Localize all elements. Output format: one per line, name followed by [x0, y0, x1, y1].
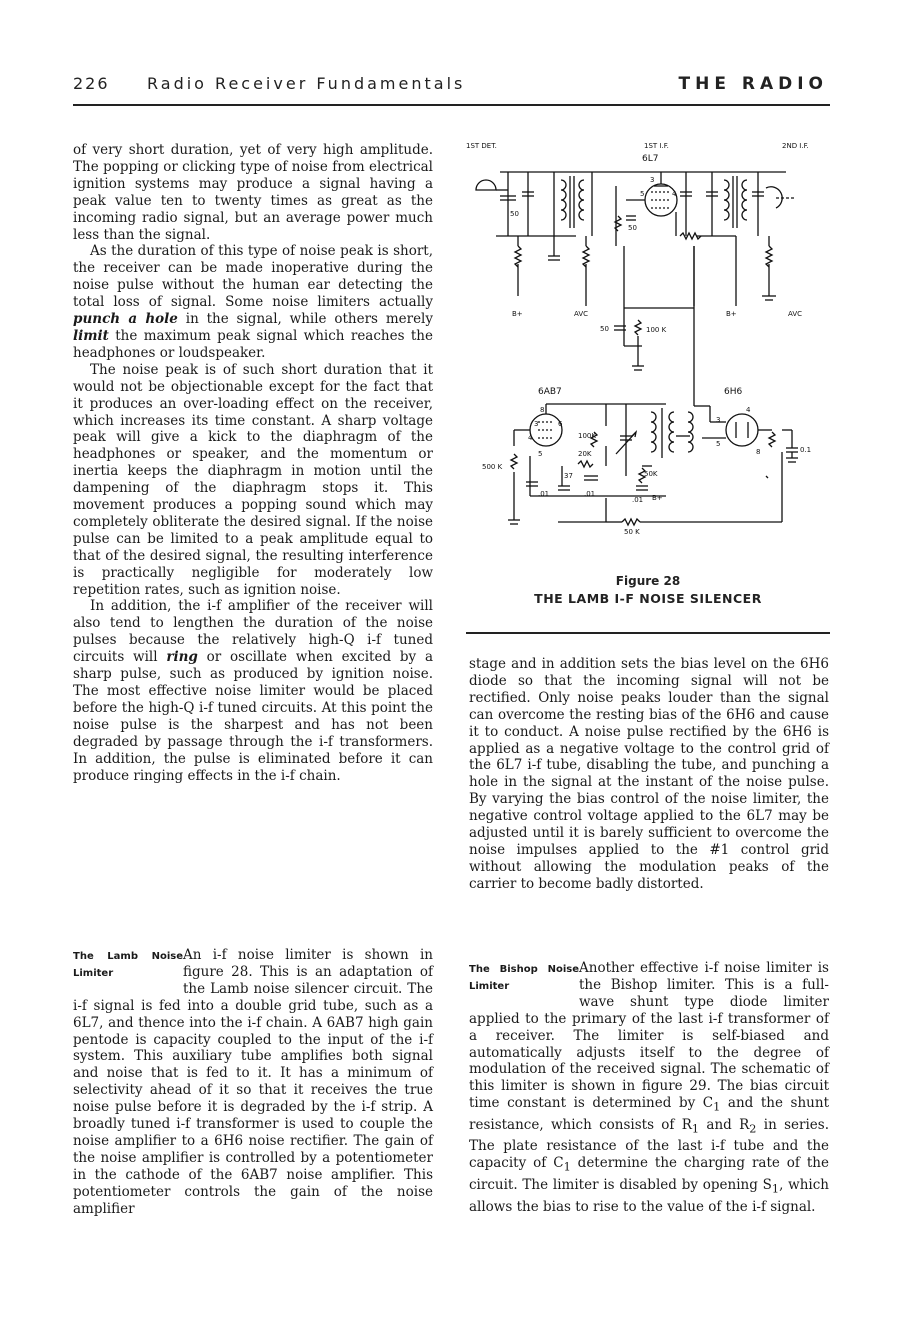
svg-text:50: 50: [628, 224, 637, 232]
paragraph: of very short duration, yet of very high amplitude. The popping or clicking type of noise from electrical ignition systems may produce a signal having a peak value ten to twenty times as great as the incoming radio signal, but an average power much less than the signal.: [73, 142, 433, 243]
side-heading-lamb: The Lamb Noise Limiter: [73, 951, 183, 979]
svg-text:20K: 20K: [578, 450, 592, 458]
svg-text:500 K: 500 K: [482, 463, 503, 471]
svg-text:4: 4: [672, 190, 677, 198]
header-rule: [73, 104, 830, 106]
page-number: 226: [73, 74, 110, 93]
svg-text:B+: B+: [652, 494, 663, 502]
svg-text:B+: B+: [726, 310, 737, 318]
svg-text:50K: 50K: [644, 470, 658, 478]
figure-title: THE LAMB I-F NOISE SILENCER: [534, 591, 762, 606]
svg-text:100 K: 100 K: [646, 326, 667, 334]
first-det-symbol: [476, 180, 496, 190]
svg-text:3: 3: [716, 416, 721, 424]
label-6ab7: 6AB7: [538, 387, 562, 397]
figure-number: Figure 28: [615, 574, 681, 588]
svg-text:100K: 100K: [578, 432, 596, 440]
svg-text:AVC: AVC: [788, 310, 803, 318]
lamb-text: An i-f noise limiter is shown in figure 28. This is an adaptation of the Lamb noise silencer circuit. The i-f signal is fed into a double grid tube, such as a 6L7, and thence into the i-f chain. A 6AB7 high gain pentode is capacity coupled to the input of the i-f system. This auxiliary tube amplifies both signal and noise that is fed to it. It has a minimum of selectivity ahead of it so that it receives the true noise pulse before it is degraded by the i-f strip. A broadly tuned i-f transformer is used to couple the noise amplifier to a 6H6 noise rectifier. The gain of the noise amplifier is controlled by a potentiometer in the cathode of the 6AB7 noise amplifier. This potentiometer controls the gain of the noise amplifier: [73, 947, 433, 1217]
tube-6h6: [716, 406, 760, 456]
label-6h6: 6H6: [724, 387, 743, 397]
svg-text:3: 3: [534, 420, 539, 428]
bishop-section: The Bishop Noise Limiter Another effective i-f noise limiter is the Bishop limiter. This is a full-wave shunt type diode limiter applied to the primary of the last i-f transformer of a receiver. The limiter is self-biased and automatically adjusts itself to the degree of modulation of the received signal. The schematic of this limiter is shown in figure 29. The bias circuit time constant is determined by $C_1$ and the shunt resistance, which consists of $R_1$ and $R_2$ in series. The plate resistance of the last i-f tube and the capacity of $C_1$ determine the charging rate of the circuit. The limiter is disabled by opening $S_1$, which allows the bias to rise to the value of the i-f signal.: [469, 960, 830, 1215]
paragraph: The noise peak is of such short duration that it would not be objectionable except for the fact that it produces an over-loading effect on the receiver, which increases its time constant. A sharp voltage peak will give a kick to the diaphragm of the headphones or speaker, and the momentum or inertia keeps the diaphragm in motion until the dampening of the diaphragm stops it. This movement produces a popping sound which may completely obliterate the desired signal. If the noise pulse can be limited to a peak amplitude equal to that of the desired signal, the resulting interference is practically negligible for moderately low repetition rates, such as ignition noise.: [73, 361, 433, 598]
right-column-text: [469, 656, 829, 893]
svg-text:50 K: 50 K: [624, 528, 640, 536]
svg-text:0.1: 0.1: [800, 446, 812, 454]
running-head-book-title: Radio Receiver Fundamentals: [147, 74, 466, 93]
label-6l7: 6L7: [642, 154, 659, 164]
lamb-section: [73, 947, 433, 1218]
schematic-figure: [466, 136, 830, 550]
tube-6l7: [640, 176, 677, 216]
svg-text:AVC: AVC: [574, 310, 589, 318]
side-heading-bishop: The Bishop Noise Limiter: [469, 964, 579, 992]
svg-text:5: 5: [538, 450, 543, 458]
svg-text:8: 8: [756, 448, 761, 456]
paragraph: As the duration of this type of noise peak is short, the receiver can be made inoperative during the noise pulse without the human ear detecting the total loss of signal. Some noise limiters actually punch a hole in the signal, while others merely limit the maximum peak signal which reaches the headphones or loudspeaker.: [73, 243, 434, 361]
svg-text:B+: B+: [512, 310, 523, 318]
svg-text:37: 37: [564, 472, 573, 480]
svg-text:5: 5: [640, 190, 645, 198]
figure-rule: [466, 632, 830, 634]
paragraph: In addition, the i-f amplifier of the receiver will also tend to lengthen the duration of the noise pulses because the relatively high-Q i-f tuned circuits will ring or oscillate when excited by a sharp pulse, such as produced by ignition noise. The most effective noise limiter would be placed before the high-Q i-f tuned circuits. At this point the noise pulse is the sharpest and has not been degraded by passage through the i-f transformers. In addition, the pulse is eliminated before it can produce ringing effects in the i-f chain.: [73, 598, 433, 784]
svg-text:3: 3: [650, 176, 655, 184]
svg-text:50: 50: [600, 325, 609, 333]
svg-text:.01: .01: [632, 496, 644, 504]
left-column-text: [73, 142, 433, 784]
svg-text:8: 8: [540, 406, 545, 414]
label-second-if: 2ND I.F.: [782, 142, 809, 150]
paragraph: stage and in addition sets the bias level on the 6H6 diode so that the incoming signal will not be rectified. Only noise peaks louder than the signal can overcome the resting bias of the 6H6 and cause it to conduct. A noise pulse rectified by the 6H6 is applied as a negative voltage to the control grid of the 6L7 i-f tube, disabling the tube, and punching a hole in the signal at the instant of the noise pulse. By varying the bias control of the noise limiter, the negative control voltage applied to the 6L7 may be adjusted until it is barely sufficient to overcome the noise impulses applied to the #1 control grid without allowing the modulation peaks of the carrier to become badly distorted.: [469, 656, 829, 892]
running-head-chapter: THE RADIO: [678, 74, 828, 94]
label-first-det: 1ST DET.: [466, 142, 497, 150]
if-transformer-2: [724, 176, 747, 228]
svg-text:5: 5: [716, 440, 721, 448]
svg-text:4: 4: [528, 434, 533, 442]
second-if-symbol: [766, 187, 782, 208]
svg-text:.01: .01: [538, 490, 550, 498]
svg-text:.01: .01: [584, 490, 596, 498]
svg-text:4: 4: [746, 406, 751, 414]
label-first-if: 1ST I.F.: [644, 142, 669, 150]
figure-caption: [466, 574, 830, 606]
svg-text:50: 50: [510, 210, 519, 218]
svg-text:6: 6: [558, 420, 563, 428]
if-transformer-1: [561, 176, 584, 228]
